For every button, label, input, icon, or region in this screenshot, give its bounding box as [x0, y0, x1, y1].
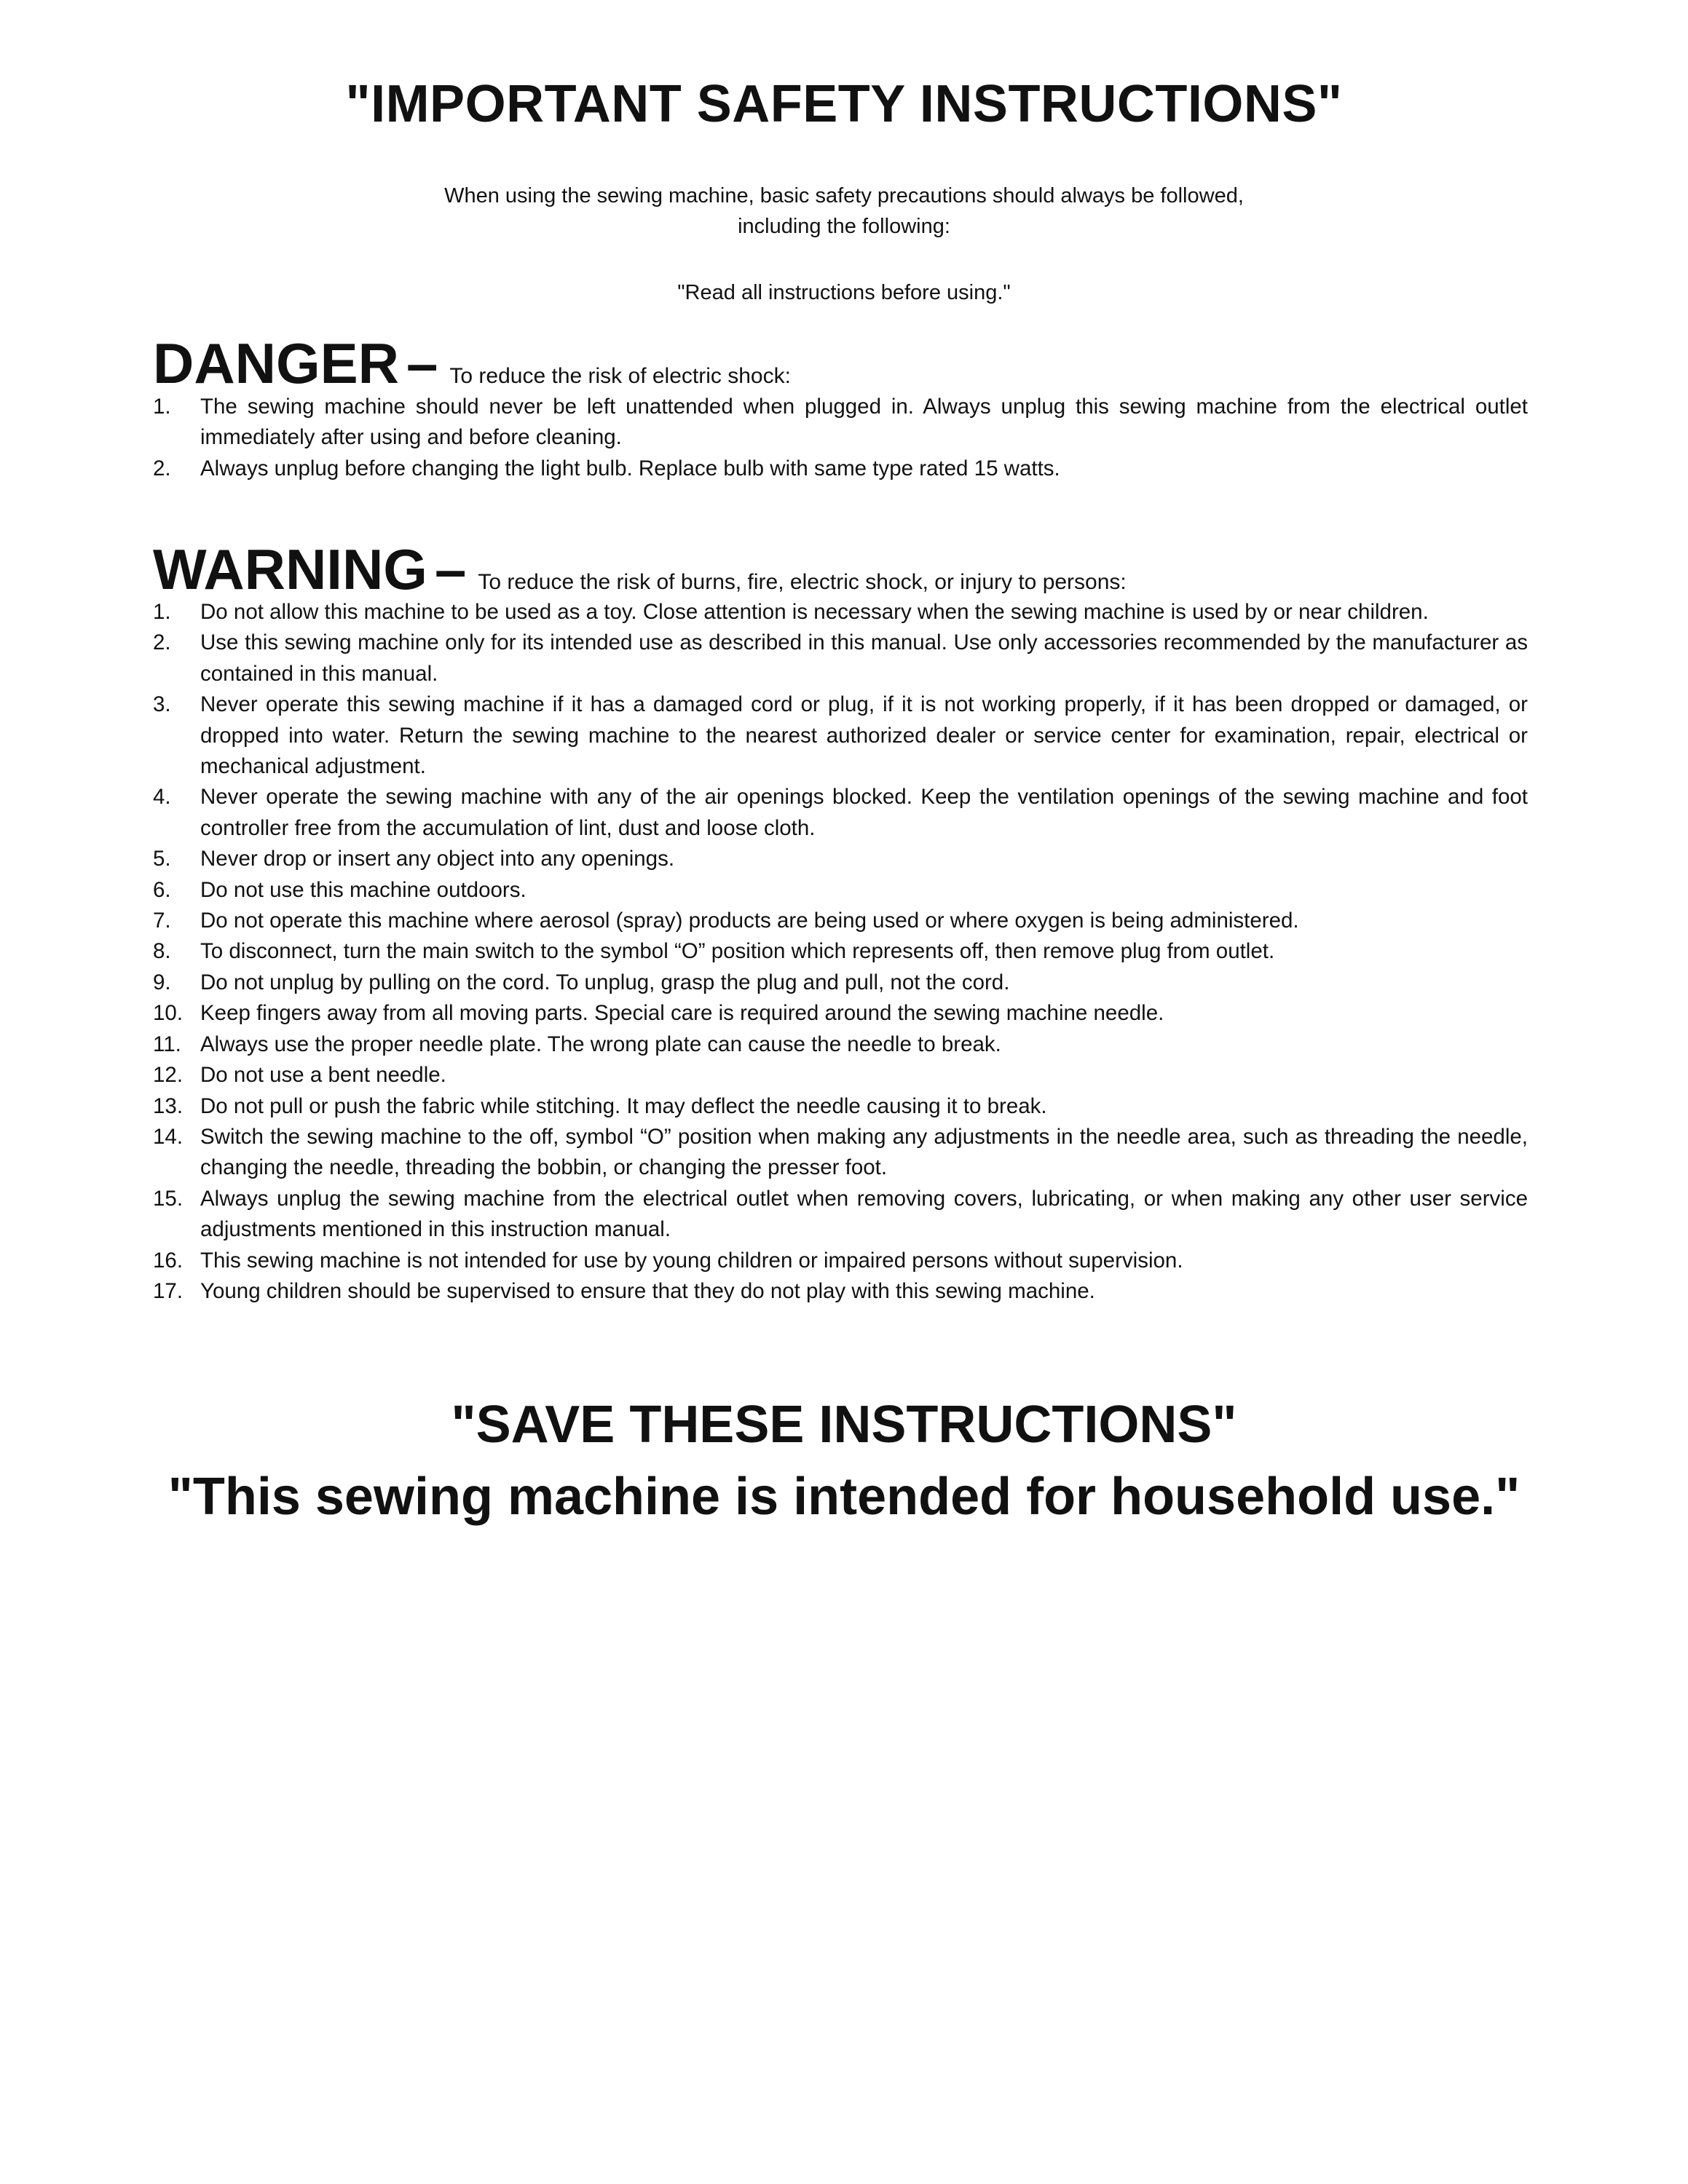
item-number: 8. [153, 939, 171, 964]
list-item [153, 844, 1528, 874]
item-number: 15. [153, 1186, 184, 1211]
item-text: Young children should be supervised to ensure that they do not play with this sewing machine. [200, 1278, 1095, 1303]
list-item [153, 875, 1528, 906]
list-item [153, 689, 1528, 782]
item-number: 10. [153, 1001, 184, 1026]
item-text: Do not use this machine outdoors. [200, 877, 526, 902]
warning-title: WARNING [153, 537, 427, 601]
item-number: 12. [153, 1063, 184, 1088]
warning-subtitle: To reduce the risk of burns, fire, electric shock, or injury to persons: [478, 570, 1127, 594]
item-number: 2. [153, 630, 171, 655]
list-item [153, 597, 1528, 628]
item-number: 7. [153, 909, 171, 933]
list-item [153, 782, 1528, 844]
warning-heading [153, 537, 1127, 602]
item-text: Always unplug before changing the light bulb. Replace bulb with same type rated 15 watts. [200, 456, 1060, 480]
item-number: 4. [153, 785, 171, 810]
item-number: 14. [153, 1124, 184, 1149]
item-text: Do not use a bent needle. [200, 1063, 446, 1088]
item-number: 16. [153, 1248, 184, 1273]
danger-subtitle: To reduce the risk of electric shock: [449, 364, 791, 388]
item-text: Never drop or insert any object into any openings. [200, 847, 675, 871]
item-number: 11. [153, 1032, 181, 1056]
item-number: 13. [153, 1093, 184, 1118]
item-text: Do not pull or push the fabric while stitching. It may deflect the needle causing it to break. [200, 1093, 1047, 1118]
intro-text [0, 181, 1688, 242]
item-number: 9. [153, 970, 171, 994]
item-text: Never operate the sewing machine with any of the air openings blocked. Keep the ventilation openings of the sewing machine and foot controller free from the accumulation of lint, dust and loose cloth. [200, 785, 1528, 840]
danger-title: DANGER [153, 331, 400, 395]
item-number: 17. [153, 1278, 184, 1303]
list-item [153, 1122, 1528, 1184]
item-number: 6. [153, 877, 171, 902]
read-all-notice: "Read all instructions before using." [677, 281, 1011, 304]
warning-list [153, 597, 1528, 1307]
item-text: Never operate this sewing machine if it has a damaged cord or plug, if it is not working properly, if it has been dropped or damaged, or dropped into water. Return the sewing machine to the nearest authorized dealer or service center for examination, repair, electrical or mechanical adjustment. [200, 692, 1528, 779]
item-number: 1. [153, 600, 171, 624]
list-item [153, 968, 1528, 998]
page-title: "IMPORTANT SAFETY INSTRUCTIONS" [345, 75, 1343, 133]
list-item [153, 998, 1528, 1029]
item-number: 3. [153, 692, 171, 717]
item-text: Always unplug the sewing machine from the electrical outlet when removing covers, lubricating, or when making any other user service adjustments mentioned in this instruction manual. [200, 1186, 1528, 1242]
item-text: This sewing machine is not intended for use by young children or impaired persons without supervision. [200, 1248, 1183, 1273]
list-item [153, 1029, 1528, 1060]
item-text: Always use the proper needle plate. The wrong plate can cause the needle to break. [200, 1032, 1001, 1056]
danger-dash: – [406, 331, 438, 395]
danger-list [153, 392, 1528, 484]
item-text: The sewing machine should never be left unattended when plugged in. Always unplug this sewing machine from the electrical outlet immediately after using and before cleaning. [200, 395, 1528, 450]
list-item [153, 906, 1528, 936]
list-item [153, 628, 1528, 689]
list-item [153, 1060, 1528, 1091]
item-text: Do not allow this machine to be used as a toy. Close attention is necessary when the sewing machine is used by or near children. [200, 600, 1429, 624]
list-item [153, 1246, 1528, 1276]
save-instructions-heading: "SAVE THESE INSTRUCTIONS" [451, 1396, 1237, 1454]
item-text: Do not unplug by pulling on the cord. To unplug, grasp the plug and pull, not the cord. [200, 970, 1010, 994]
item-text: Switch the sewing machine to the off, symbol “O” position when making any adjustments in the needle area, such as threading the needle, changing the needle, threading the bobbin, or changing the presser foot. [200, 1124, 1528, 1180]
list-item [153, 392, 1528, 454]
danger-heading [153, 331, 791, 396]
item-text: Do not operate this machine where aerosol (spray) products are being used or where oxygen is being administered. [200, 909, 1299, 933]
item-number: 1. [153, 395, 171, 419]
list-item [153, 1091, 1528, 1122]
list-item [153, 454, 1528, 484]
item-number: 5. [153, 847, 171, 871]
item-number: 2. [153, 456, 171, 480]
list-item [153, 1276, 1528, 1307]
warning-dash: – [434, 537, 467, 601]
intro-line-2: including the following: [738, 215, 950, 238]
item-text: Keep fingers away from all moving parts. Special care is required around the sewing machine needle. [200, 1001, 1164, 1026]
household-use-notice: "This sewing machine is intended for household use." [167, 1468, 1521, 1526]
list-item [153, 936, 1528, 967]
list-item [153, 1184, 1528, 1246]
item-text: Use this sewing machine only for its intended use as described in this manual. Use only accessories recommended by the manufacturer as contained in this manual. [200, 630, 1528, 686]
intro-line-1: When using the sewing machine, basic safety precautions should always be followed, [444, 184, 1244, 207]
item-text: To disconnect, turn the main switch to the symbol “O” position which represents off, then remove plug from outlet. [200, 939, 1275, 964]
